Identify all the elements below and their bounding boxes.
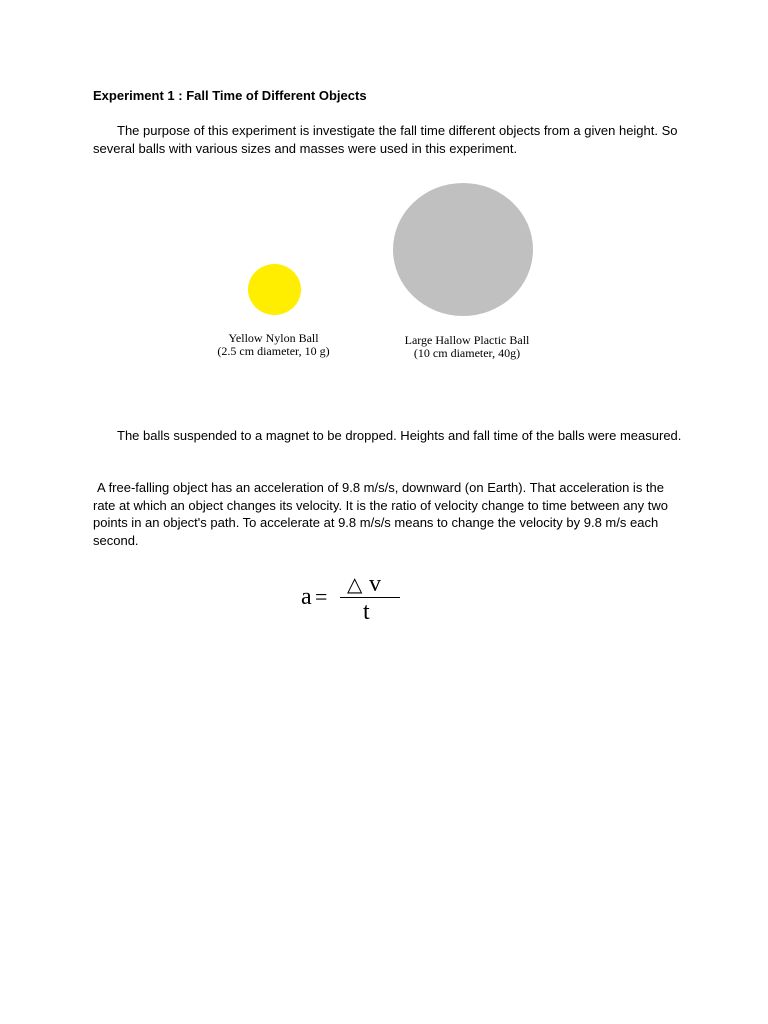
yellow-ball-details: (2.5 cm diameter, 10 g) (217, 344, 330, 358)
acceleration-formula (300, 565, 410, 635)
magnet-paragraph (93, 427, 683, 445)
formula-numerator: v (369, 571, 381, 597)
purpose-text: The purpose of this experiment is investigate the fall time different objects from a given height. So several balls with various sizes and masses were used in this experiment. (93, 123, 678, 156)
freefall-paragraph (93, 479, 683, 549)
formula-denominator: t (363, 599, 370, 625)
yellow-ball-caption (196, 332, 351, 358)
experiment-heading: Experiment 1 : Fall Time of Different Objects (93, 88, 367, 103)
formula-delta: △ (347, 572, 363, 596)
formula-equals: = (315, 584, 328, 609)
magnet-text: The balls suspended to a magnet to be dropped. Heights and fall time of the balls were measured. (117, 428, 682, 443)
gray-ball-name: Large Hallow Plactic Ball (404, 333, 530, 347)
gray-ball-illustration (393, 183, 533, 316)
gray-ball-details: (10 cm diameter, 40g) (413, 346, 521, 360)
formula-lhs: a (301, 584, 312, 610)
freefall-text: A free-falling object has an acceleration of 9.8 m/s/s, downward (on Earth). That acceleration is the rate at which an object changes its velocity. It is the ratio of velocity change to time between any two points in an object's path. To accelerate at 9.8 m/s/s means to change the velocity by 9.8 m/s each second. (93, 480, 668, 548)
purpose-paragraph (93, 122, 683, 157)
gray-ball-caption (385, 334, 549, 360)
yellow-ball-illustration (248, 264, 301, 315)
yellow-ball-name: Yellow Nylon Ball (228, 331, 319, 345)
